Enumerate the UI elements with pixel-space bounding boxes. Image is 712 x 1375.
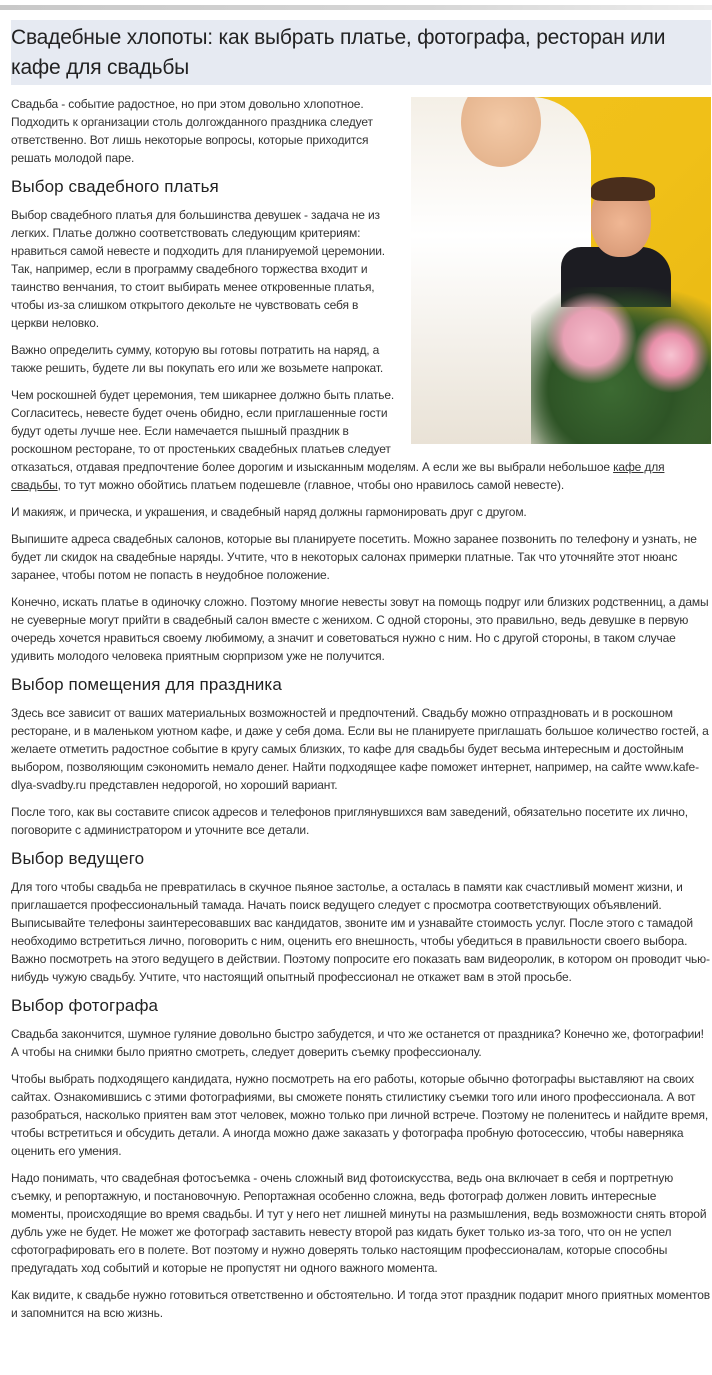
section-heading-venue: Выбор помещения для праздника (11, 675, 282, 694)
paragraph: Чтобы выбрать подходящего кандидата, нужно посмотреть на его работы, которые обычно фотографы выставляют на своих сайтах. Ознакомившись с этими фотографиями, вы сможете понять стилистику съемки того или иного профессионала. А вот разобраться, насколько приятен вам этот человек, можно только при личной встрече. Поэтому не поленитесь и найдите время, чтобы встретиться и обсудить детали. А иногда можно даже заказать у фотографа пробную фотосессию, чтобы наверняка оценить его умения. (11, 1072, 709, 1158)
intro-paragraph: Свадьба - событие радостное, но при этом довольно хлопотное. Подходить к организации столь долгожданного праздника следует ответственно. Вот лишь некоторые вопросы, которые приходится решать молодой паре. (11, 97, 373, 165)
photo-bouquet (531, 287, 711, 444)
paragraph: Важно определить сумму, которую вы готовы потратить на наряд, а также решить, будете ли вы покупать его или же возьмете напрокат. (11, 343, 384, 375)
article-body (11, 95, 711, 1331)
paragraph: Выбор свадебного платья для большинства девушек - задача не из легких. Платье должно соответствовать следующим критериям: нравиться самой невесте и подходить для планируемой церемонии. Так, например, если в программу свадебного торжества входит и таинство венчания, то стоит выбирать менее откровенные платья, чтобы из-за слишком открытого декольте не чувствовать себя в церкви неловко. (11, 208, 385, 330)
cafe-for-wedding-link[interactable]: кафе для свадьбы (11, 460, 665, 492)
photo-groom-hair (591, 177, 655, 201)
section-heading-photographer: Выбор фотографа (11, 996, 159, 1015)
paragraph: Конечно, искать платье в одиночку сложно. Поэтому многие невесты зовут на помощь подруг или близких родственниц, а дамы не суеверные могут прийти в свадебный салон вместе с женихом. С одной стороны, это правильно, ведь девушке в первую очередь хочется нравиться своему любимому, а значит и советоваться нужно с ним. Но с другой стороны, в таком случае удивить молодого человека приятным сюрпризом уже не получится. (11, 595, 709, 663)
paragraph: И макияж, и прическа, и украшения, и свадебный наряд должны гармонировать друг с другом. (11, 505, 527, 519)
section-heading-host: Выбор ведущего (11, 849, 145, 868)
paragraph: Как видите, к свадьбе нужно готовиться ответственно и обстоятельно. И тогда этот праздник подарит много приятных моментов и запомнится на всю жизнь. (11, 1288, 710, 1320)
text-after-link: , то тут можно обойтись платьем подешевле (главное, чтобы оно нравилось самой невесте). (57, 478, 565, 492)
section-heading-dress: Выбор свадебного платья (11, 177, 219, 196)
paragraph: После того, как вы составите список адресов и телефонов приглянувшихся вам заведений, обязательно посетите их лично, поговорите с администратором и уточните все детали. (11, 805, 688, 837)
title-box (11, 20, 711, 85)
paragraph: Выпишите адреса свадебных салонов, которые вы планируете посетить. Можно заранее позвонить по телефону и узнать, не будет ли скидок на свадебные наряды. Учтите, что в некоторых салонах примерки платные. Так что уточняйте этот нюанс заранее, чтобы потом не попасть в неудобное положение. (11, 532, 697, 582)
paragraph: Здесь все зависит от ваших материальных возможностей и предпочтений. Свадьбу можно отпраздновать и в роскошном ресторане, и в маленьком уютном кафе, и даже у себя дома. Если вы не планируете приглашать большое количество гостей, а желаете отметить радостное событие в кругу самых близких, то кафе для свадьбы будет весьма интересным и достойным выбором, позволяющим сэкономить немало денег. Найти подходящее кафе поможет интернет, например, на сайте www.kafe-dlya-svadby.ru представлен недорогой, но хороший вариант. (11, 706, 709, 792)
top-divider-bar (0, 5, 712, 10)
page-title: Свадебные хлопоты: как выбрать платье, фотографа, ресторан или кафе для свадьбы (11, 26, 666, 79)
text-before-link: Чем роскошней будет церемония, тем шикарнее должно быть платье. Согласитесь, невесте будет очень обидно, если приглашенные гости будут одеты лучше нее. Если намечается пышный праздник в роскошном ресторане, то от простеньких свадебных платьев следует отказаться, отдавая предпочтение более дорогим и изысканным моделям. А если же вы выбрали небольшое (11, 388, 614, 474)
paragraph: Свадьба закончится, шумное гуляние довольно быстро забудется, и что же останется от праздника? Конечно же, фотографии! А чтобы на снимки было приятно смотреть, следует доверить съемку профессионалу. (11, 1027, 704, 1059)
paragraph: Для того чтобы свадьба не превратилась в скучное пьяное застолье, а осталась в памяти как счастливый момент жизни, и приглашается профессиональный тамада. Начать поиск ведущего следует с просмотра соответствующих объявлений. Выписывайте телефоны заинтересовавших вас кандидатов, звоните им и узнавайте стоимость услуг. После этого с тамадой необходимо встретиться лично, поговорить с ним, оценить его внешность, чтобы убедиться в правильности своего выбора. Важно посмотреть на этого ведущего в действии. Поэтому попросите его показать вам видеоролик, в котором он проводит чью-нибудь чужую свадьбу. Учтите, что настоящий опытный профессионал не откажет вам в этой просьбе. (11, 880, 710, 984)
paragraph: Надо понимать, что свадебная фотосъемка - очень сложный вид фотоискусства, ведь она включает в себя и портретную съемку, и репортажную, и постановочную. Репортажная особенно сложна, ведь фотограф должен ловить интересные моменты, происходящие во время свадьбы. И тут у него нет лишней минуты на размышления, ведь возможности снять второй дубль уже не будет. Не может же фотограф заставить невесту второй раз кидать букет только из-за того, что он не успел сфотографировать его в полете. Вот поэтому и нужно доверять только настоящим профессионалам, которые способны предугадать ход событий и которые не пропустят ни одного важного момента. (11, 1171, 707, 1275)
wedding-photo (411, 97, 711, 444)
